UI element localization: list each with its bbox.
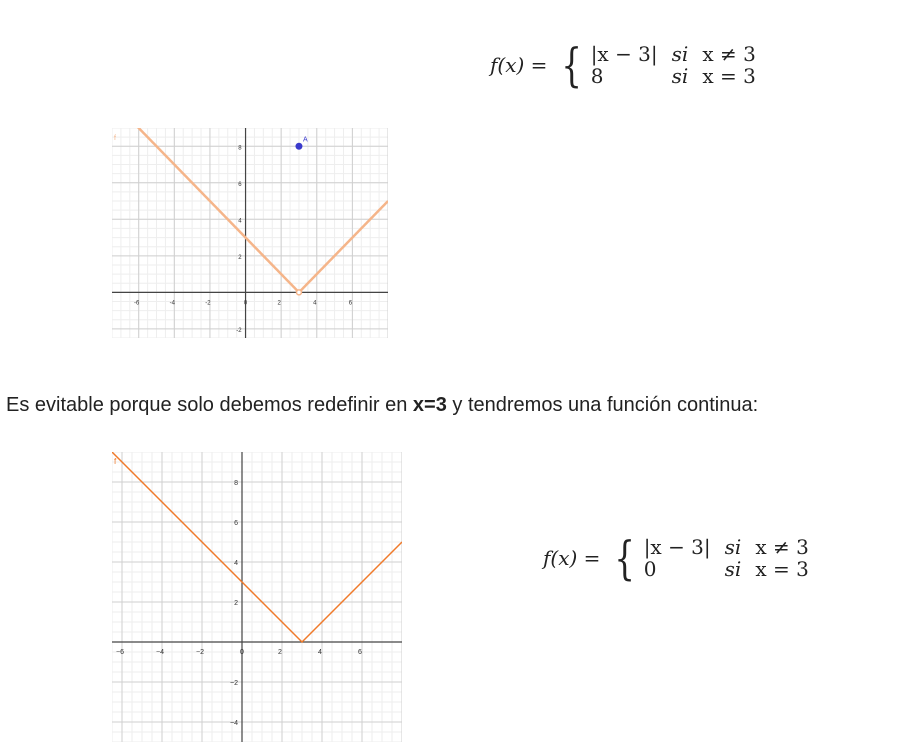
x-tick-label: 2 (277, 300, 281, 307)
case-2-expr: 8 (590, 64, 604, 88)
case-1-si: si (724, 535, 742, 559)
case-2-si: si (724, 557, 742, 581)
y-tick-label: -2 (236, 327, 242, 334)
formula-original (490, 38, 756, 92)
case-1-expr: |x − 3| (590, 42, 658, 66)
hole-marker (296, 290, 301, 295)
graph-redefined (112, 452, 402, 742)
formula-cases (591, 43, 756, 87)
x-tick-label: -2 (205, 300, 211, 307)
explanation-before: Es evitable porque solo debemos redefinir en (6, 394, 413, 416)
y-tick-label: 2 (238, 254, 242, 261)
x-tick-label: −6 (116, 649, 124, 656)
x-tick-label: −4 (156, 649, 164, 656)
x-tick-label: 6 (348, 300, 353, 307)
curve-label: f (114, 135, 116, 142)
x-tick-label: -4 (169, 300, 175, 307)
case-2-cond: x = 3 (755, 557, 809, 581)
explanation-bold-value: x=3 (412, 394, 447, 416)
explanation-text (6, 394, 758, 417)
x-tick-label: 6 (358, 649, 362, 656)
x-tick-label: -6 (134, 300, 140, 307)
x-tick-label: 0 (243, 300, 248, 307)
formula-lhs: f(x) = (490, 53, 548, 77)
brace-symbol: { (561, 38, 583, 92)
y-tick-label: 4 (234, 560, 238, 567)
x-tick-label: 2 (278, 649, 282, 656)
case-2-cond: x = 3 (702, 64, 756, 88)
formula-redefined (543, 531, 809, 585)
x-tick-label: −2 (196, 649, 204, 656)
function-curve (112, 452, 402, 642)
case-1-si: si (671, 42, 689, 66)
case-1-cond: x ≠ 3 (702, 42, 756, 66)
curve-label: f (114, 457, 117, 466)
y-tick-label: 8 (238, 145, 242, 152)
y-tick-label: 6 (238, 181, 242, 188)
y-tick-label: 4 (238, 218, 242, 225)
x-tick-label: 0 (240, 649, 244, 656)
y-tick-label: −4 (230, 720, 238, 727)
point-a-label: A (302, 136, 308, 144)
y-tick-label: 2 (234, 600, 238, 607)
x-tick-label: 4 (318, 649, 322, 656)
x-tick-label: 4 (313, 300, 317, 307)
brace-symbol: { (614, 531, 636, 585)
case-1-cond: x ≠ 3 (755, 535, 809, 559)
case-2-expr: 0 (643, 557, 657, 581)
explanation-after: y tendremos una función continua: (446, 394, 759, 416)
y-tick-label: 6 (234, 520, 238, 527)
formula-lhs: f(x) = (543, 546, 601, 570)
point-a (295, 143, 302, 150)
y-tick-label: 8 (234, 480, 238, 487)
y-tick-label: −2 (230, 680, 238, 687)
case-2-si: si (671, 64, 689, 88)
case-1-expr: |x − 3| (643, 535, 711, 559)
formula-cases (644, 536, 809, 580)
graph-original (112, 128, 388, 338)
